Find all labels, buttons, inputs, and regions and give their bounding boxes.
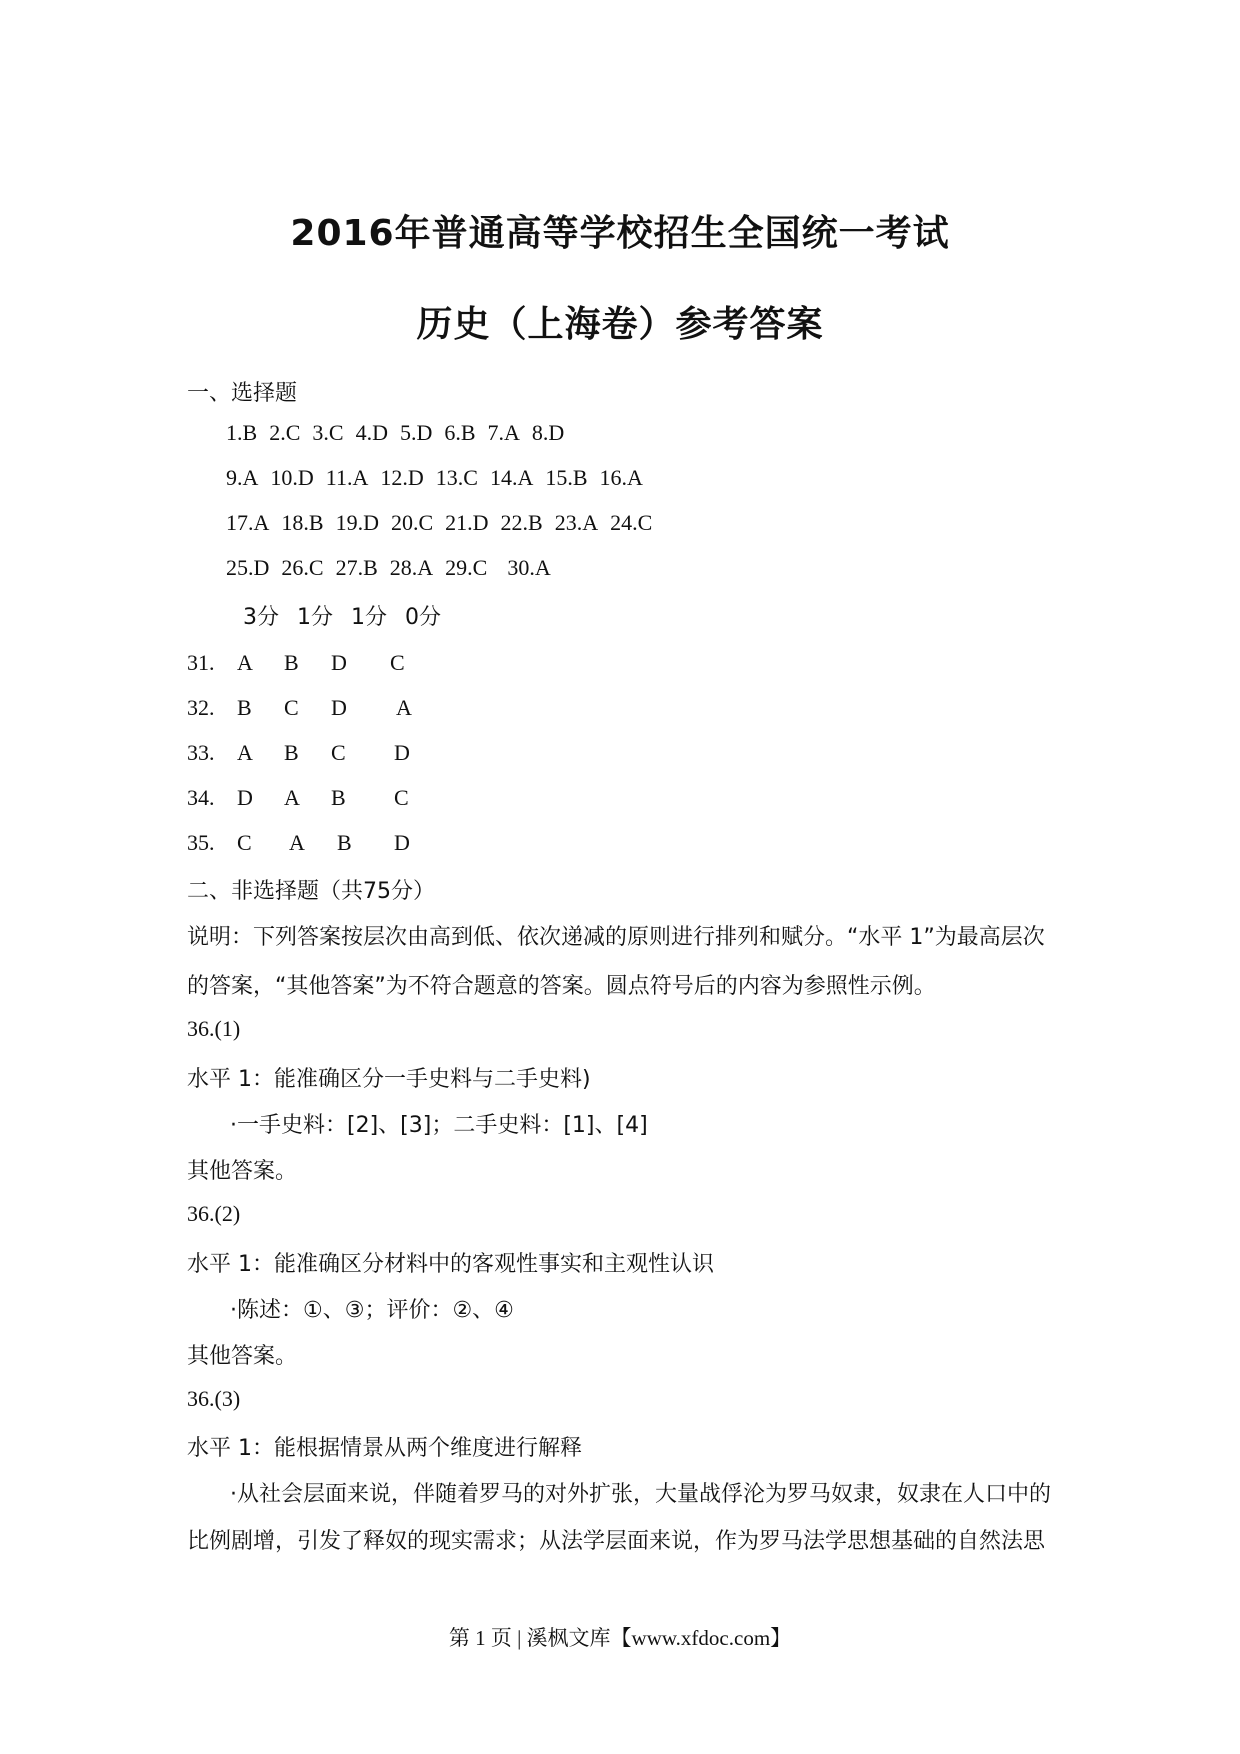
section1-heading: 一、选择题 (187, 381, 298, 406)
note-line: 的答案，“其他答案”为不符合题意的答案。圆点符号后的内容为参照性示例。 (187, 974, 936, 999)
level-description: 水平 1：能准确区分一手史料与二手史料) (187, 1067, 591, 1092)
document-subtitle: 历史（上海卷）参考答案 (416, 304, 824, 345)
answer: 18.B (281, 510, 324, 535)
example-answer: ·一手史料：[2]、[3]；二手史料：[1]、[4] (230, 1113, 648, 1138)
answer: 4.D (355, 420, 388, 445)
answer: 19.D (335, 510, 379, 535)
choice: B (284, 650, 299, 675)
choice: B (337, 830, 352, 855)
choice: A (237, 740, 253, 765)
level-description: 水平 1：能准确区分材料中的客观性事实和主观性认识 (187, 1252, 714, 1277)
answer: 26.C (281, 555, 324, 580)
answer: 17.A (226, 510, 270, 535)
other-answer: 其他答案。 (187, 1344, 298, 1369)
answer: 9.A (226, 465, 259, 490)
answer: 7.A (487, 420, 520, 445)
answer: 25.D (226, 555, 270, 580)
document-title: 2016年普通高等学校招生全国统一考试 (290, 213, 950, 254)
choice: C (394, 785, 409, 810)
section2-heading: 二、非选择题（共75分） (187, 879, 435, 904)
choice: A (237, 650, 253, 675)
question-number: 31. (187, 650, 215, 675)
answer: 12.D (380, 465, 424, 490)
choice: D (394, 830, 410, 855)
answer: 22.B (500, 510, 543, 535)
question-number: 33. (187, 740, 215, 765)
choice: B (331, 785, 346, 810)
example-answer-continued: 比例剧增，引发了释奴的现实需求；从法学层面来说，作为罗马法学思想基础的自然法思 (187, 1529, 1046, 1554)
answer: 8.D (531, 420, 565, 445)
answer: 11.A (325, 465, 369, 490)
score-label: 1分 (351, 605, 387, 630)
question-number: 32. (187, 695, 215, 720)
answer: 21.D (445, 510, 489, 535)
choice: B (284, 740, 299, 765)
level-description: 水平 1：能根据情景从两个维度进行解释 (187, 1436, 582, 1461)
answer-row-2 (226, 465, 655, 491)
page-footer: 第 1 页 | 溪枫文库【www.xfdoc.com】 (448, 1626, 792, 1650)
answer: 14.A (489, 465, 534, 490)
example-answer: ·陈述：①、③；评价：②、④ (230, 1298, 514, 1323)
choice: A (289, 830, 305, 855)
answer: 10.D (270, 465, 314, 490)
choice: B (237, 695, 252, 720)
answer-row-4 (226, 555, 563, 581)
answer-row-1 (226, 420, 576, 446)
answer: 27.B (335, 555, 378, 580)
question-number: 34. (187, 785, 215, 810)
answer: 1.B (226, 420, 258, 445)
answer: 6.B (444, 420, 476, 445)
question-label: 36.(2) (187, 1201, 241, 1226)
score-label: 3分 (243, 605, 279, 630)
choice: C (284, 695, 299, 720)
answer: 13.C (435, 465, 478, 490)
score-label: 0分 (405, 605, 441, 630)
answer: 15.B (545, 465, 588, 490)
answer-row-3 (226, 510, 664, 536)
choice: C (331, 740, 346, 765)
answer: 24.C (610, 510, 653, 535)
answer: 16.A (599, 465, 643, 490)
choice: D (331, 695, 347, 720)
choice: C (390, 650, 405, 675)
choice: D (331, 650, 347, 675)
answer: 3.C (312, 420, 344, 445)
note-line: 说明：下列答案按层次由高到低、依次递减的原则进行排列和赋分。“水平 1”为最高层次 (187, 925, 1045, 950)
answer: 28.A (389, 555, 434, 580)
answer: 30.A (507, 555, 551, 580)
score-label: 1分 (297, 605, 333, 630)
other-answer: 其他答案。 (187, 1159, 298, 1184)
choice: A (396, 695, 412, 720)
answer: 23.A (554, 510, 599, 535)
question-label: 36.(3) (187, 1386, 241, 1411)
example-answer: ·从社会层面来说，伴随着罗马的对外扩张，大量战俘沦为罗马奴隶，奴隶在人口中的 (230, 1482, 1051, 1507)
choice: C (237, 830, 252, 855)
answer: 20.C (390, 510, 434, 535)
answer: 29.C (445, 555, 488, 580)
question-label: 36.(1) (187, 1016, 241, 1041)
score-header (243, 600, 459, 631)
question-number: 35. (187, 830, 215, 855)
answer: 5.D (399, 420, 433, 445)
choice: D (237, 785, 253, 810)
choice: D (394, 740, 410, 765)
answer: 2.C (269, 420, 301, 445)
choice: A (284, 785, 300, 810)
